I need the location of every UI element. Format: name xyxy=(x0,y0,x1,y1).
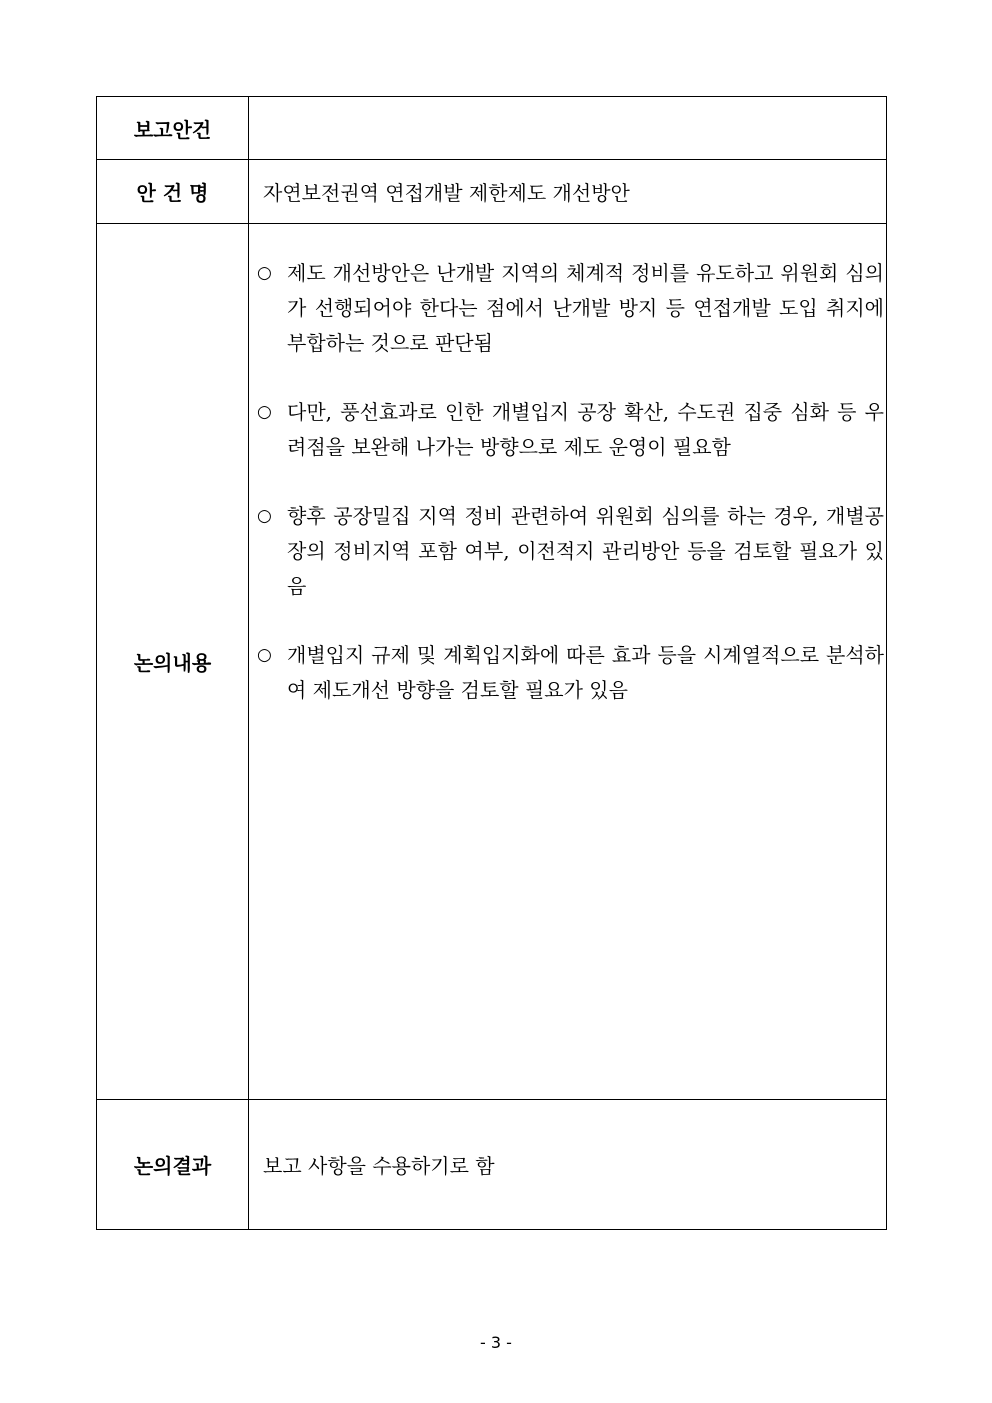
result-value: 보고 사항을 수용하기로 함 xyxy=(249,1100,887,1230)
discussion-item-text: 개별입지 규제 및 계획입지화에 따른 효과 등을 시계열적으로 분석하여 제도개선 방향을 검토할 필요가 있음 xyxy=(287,643,884,702)
report-item-row xyxy=(97,97,887,160)
circle-bullet-icon: ○ xyxy=(257,402,272,422)
circle-bullet-icon: ○ xyxy=(257,645,272,665)
discussion-item-text: 향후 공장밀집 지역 정비 관련하여 위원회 심의를 하는 경우, 개별공장의 정비지역 포함 여부, 이전적지 관리방안 등을 검토할 필요가 있음 xyxy=(287,504,884,598)
agenda-name-value: 자연보전권역 연접개발 제한제도 개선방안 xyxy=(249,160,887,224)
agenda-name-label: 안 건 명 xyxy=(97,160,249,224)
discussion-item xyxy=(255,499,884,604)
discussion-label: 논의내용 xyxy=(97,224,249,1100)
agenda-name-row xyxy=(97,160,887,224)
report-item-label: 보고안건 xyxy=(97,97,249,160)
result-label: 논의결과 xyxy=(97,1100,249,1230)
discussion-content xyxy=(249,224,887,1100)
discussion-item xyxy=(255,395,884,465)
discussion-item xyxy=(255,256,884,361)
discussion-item xyxy=(255,638,884,708)
report-item-value xyxy=(249,97,887,160)
circle-bullet-icon: ○ xyxy=(257,506,272,526)
discussion-item-text: 제도 개선방안은 난개발 지역의 체계적 정비를 유도하고 위원회 심의가 선행되어야 한다는 점에서 난개발 방지 등 연접개발 도입 취지에 부합하는 것으로 판단됨 xyxy=(287,261,884,355)
result-row xyxy=(97,1100,887,1230)
report-table xyxy=(96,96,887,1230)
circle-bullet-icon: ○ xyxy=(257,263,272,283)
page-number: - 3 - xyxy=(480,1333,512,1352)
discussion-row xyxy=(97,224,887,1100)
discussion-item-text: 다만, 풍선효과로 인한 개별입지 공장 확산, 수도권 집중 심화 등 우려점을 보완해 나가는 방향으로 제도 운영이 필요함 xyxy=(287,400,884,459)
